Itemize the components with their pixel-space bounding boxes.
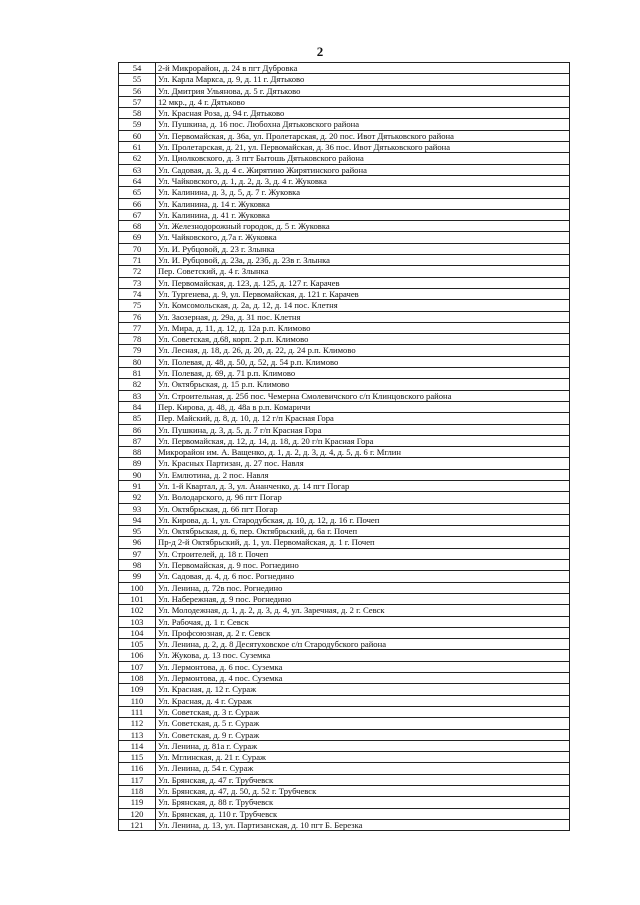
row-number: 103: [119, 616, 156, 627]
row-address: Ул. Емлютина, д. 2 пос. Навля: [156, 469, 570, 480]
row-number: 57: [119, 96, 156, 107]
row-number: 94: [119, 514, 156, 525]
row-number: 101: [119, 593, 156, 604]
page-number: 2: [316, 44, 324, 59]
row-address: Ул. Калинина, д. 14 г. Жуковка: [156, 198, 570, 209]
row-number: 95: [119, 526, 156, 537]
row-address: Ул. Ленина, д. 13, ул. Партизанская, д. 10 пгт Б. Березка: [156, 819, 570, 830]
row-address: Ул. Жукова, д. 13 пос. Суземка: [156, 650, 570, 661]
row-number: 106: [119, 650, 156, 661]
table-row: [119, 616, 570, 627]
table-row: [119, 288, 570, 299]
table-row: [119, 119, 570, 130]
row-number: 93: [119, 503, 156, 514]
table-row: [119, 277, 570, 288]
row-number: 74: [119, 288, 156, 299]
row-number: 68: [119, 221, 156, 232]
row-address: Пер. Кирова, д. 48, д. 48а в р.п. Комаричи: [156, 401, 570, 412]
row-number: 108: [119, 673, 156, 684]
table-row: [119, 175, 570, 186]
row-number: 120: [119, 808, 156, 819]
table-row: [119, 673, 570, 684]
row-address: Ул. Брянская, д. 110 г. Трубчевск: [156, 808, 570, 819]
row-number: 65: [119, 187, 156, 198]
table-row: [119, 639, 570, 650]
row-address: Ул. Первомайская, д. 123, д. 125, д. 127 г. Карачев: [156, 277, 570, 288]
row-number: 104: [119, 627, 156, 638]
row-number: 100: [119, 582, 156, 593]
row-number: 87: [119, 435, 156, 446]
row-address: Ул. Красная, д. 12 г. Сураж: [156, 684, 570, 695]
table-row: [119, 593, 570, 604]
table-row: [119, 526, 570, 537]
row-address: Ул. Лермонтова, д. 6 пос. Суземка: [156, 661, 570, 672]
row-number: 88: [119, 447, 156, 458]
row-address: Ул. Советская, д. 3 г. Сураж: [156, 706, 570, 717]
row-number: 112: [119, 718, 156, 729]
row-address: Ул. Набережная, д. 9 пос. Рогнедино: [156, 593, 570, 604]
row-address: Ул. Дмитрия Ульянова, д. 5 г. Дятьково: [156, 85, 570, 96]
table-row: [119, 492, 570, 503]
row-number: 102: [119, 605, 156, 616]
table-row: [119, 300, 570, 311]
table-row: [119, 255, 570, 266]
table-row: [119, 153, 570, 164]
table-row: [119, 311, 570, 322]
row-number: 99: [119, 571, 156, 582]
row-address: Ул. Мглинская, д. 21 г. Сураж: [156, 752, 570, 763]
row-address: Ул. Советская, д.68, корп. 2 р.п. Климово: [156, 334, 570, 345]
row-number: 62: [119, 153, 156, 164]
row-number: 56: [119, 85, 156, 96]
row-number: 86: [119, 424, 156, 435]
row-number: 92: [119, 492, 156, 503]
table-row: [119, 130, 570, 141]
table-row: [119, 752, 570, 763]
table-row: [119, 424, 570, 435]
table-row: [119, 187, 570, 198]
row-address: Ул. Садовая, д. 4, д. 6 пос. Рогнедино: [156, 571, 570, 582]
table-row: [119, 390, 570, 401]
row-number: 61: [119, 142, 156, 153]
row-number: 81: [119, 368, 156, 379]
row-address: Микрорайон им. А. Ващенко, д. 1, д. 2, д. 3, д. 4, д. 5, д. 6 г. Мглин: [156, 447, 570, 458]
row-number: 73: [119, 277, 156, 288]
row-number: 55: [119, 74, 156, 85]
row-address: Ул. Рабочая, д. 1 г. Севск: [156, 616, 570, 627]
row-number: 113: [119, 729, 156, 740]
row-address: Ул. Пушкина, д. 16 пос. Любохна Дятьковского района: [156, 119, 570, 130]
row-address: Ул. Карла Маркса, д. 9, д. 11 г. Дятьково: [156, 74, 570, 85]
table-row: [119, 661, 570, 672]
row-number: 82: [119, 379, 156, 390]
row-address: Ул. Кирова, д. 1, ул. Стародубская, д. 10, д. 12, д. 16 г. Почеп: [156, 514, 570, 525]
table-row: [119, 571, 570, 582]
row-number: 110: [119, 695, 156, 706]
row-address: Ул. Железнодорожный городок, д. 5 г. Жуковка: [156, 221, 570, 232]
table-row: [119, 96, 570, 107]
row-address: Ул. Калинина, д. 3, д. 5, д. 7 г. Жуковка: [156, 187, 570, 198]
row-address: Ул. Красных Партизан, д. 27 пос. Навля: [156, 458, 570, 469]
table-row: [119, 797, 570, 808]
row-address: Ул. Комсомольская, д. 2а, д. 12, д. 14 пос. Клетня: [156, 300, 570, 311]
table-row: [119, 198, 570, 209]
table-row: [119, 142, 570, 153]
table-row: [119, 480, 570, 491]
row-address: Ул. Лермонтова, д. 4 пос. Суземка: [156, 673, 570, 684]
row-number: 64: [119, 175, 156, 186]
table-row: [119, 458, 570, 469]
row-address: Ул. Советская, д. 9 г. Сураж: [156, 729, 570, 740]
table-row: [119, 74, 570, 85]
table-row: [119, 108, 570, 119]
table-row: [119, 548, 570, 559]
row-address: Ул. Советская, д. 5 г. Сураж: [156, 718, 570, 729]
row-address: Ул. И. Рубцовой, д. 23 г. Злынка: [156, 243, 570, 254]
row-address: Ул. Профсоюзная, д. 2 г. Севск: [156, 627, 570, 638]
row-address: Ул. Садовая, д. 3, д. 4 с. Жирятино Жирятинского района: [156, 164, 570, 175]
table-row: [119, 582, 570, 593]
row-address: Ул. Строителей, д. 18 г. Почеп: [156, 548, 570, 559]
row-number: 117: [119, 774, 156, 785]
row-address: Пер. Советский, д. 4 г. Злынка: [156, 266, 570, 277]
table-row: [119, 706, 570, 717]
table-row: [119, 650, 570, 661]
row-address: Ул. Октябрьская, д. 66 пгт Погар: [156, 503, 570, 514]
row-number: 67: [119, 209, 156, 220]
row-address: Ул. Брянская, д. 47, д. 50, д. 52 г. Трубчевск: [156, 786, 570, 797]
row-address: Ул. Полевая, д. 69, д. 71 р.п. Климово: [156, 368, 570, 379]
row-number: 96: [119, 537, 156, 548]
row-address: Ул. Лесная, д. 18, д. 26, д. 20, д. 22, д. 24 р.п. Климово: [156, 345, 570, 356]
row-number: 116: [119, 763, 156, 774]
table-row: [119, 627, 570, 638]
row-number: 90: [119, 469, 156, 480]
table-row: [119, 695, 570, 706]
row-address: 12 мкр., д. 4 г. Дятьково: [156, 96, 570, 107]
row-number: 78: [119, 334, 156, 345]
row-address: Ул. Тургенева, д. 9, ул. Первомайская, д. 121 г. Карачев: [156, 288, 570, 299]
row-address: Ул. Заозерная, д. 29а, д. 31 пос. Клетня: [156, 311, 570, 322]
table-row: [119, 266, 570, 277]
row-address: Ул. Ленина, д. 72в пос. Рогнедино: [156, 582, 570, 593]
table-row: [119, 356, 570, 367]
table-row: [119, 322, 570, 333]
row-address: Ул. Полевая, д. 48, д. 50, д. 52, д. 54 р.п. Климово: [156, 356, 570, 367]
table-row: [119, 413, 570, 424]
table-row: [119, 368, 570, 379]
row-address: Ул. Первомайская, д. 36а, ул. Пролетарская, д. 20 пос. Ивот Дятьковского района: [156, 130, 570, 141]
table-row: [119, 469, 570, 480]
row-number: 119: [119, 797, 156, 808]
table-row: [119, 379, 570, 390]
row-number: 54: [119, 63, 156, 74]
table-row: [119, 345, 570, 356]
row-address: Ул. Строительная, д. 25б пос. Чемерна Смолевичского с/п Клинцовского района: [156, 390, 570, 401]
row-number: 118: [119, 786, 156, 797]
row-address: Ул. Чайковского, д.7а г. Жуковка: [156, 232, 570, 243]
row-number: 76: [119, 311, 156, 322]
table-row: [119, 209, 570, 220]
row-number: 58: [119, 108, 156, 119]
table-row: [119, 729, 570, 740]
row-address: Ул. Брянская, д. 47 г. Трубчевск: [156, 774, 570, 785]
table-row: [119, 435, 570, 446]
row-number: 60: [119, 130, 156, 141]
row-address: Ул. Молодежная, д. 1, д. 2, д. 3, д. 4, ул. Заречная, д. 2 г. Севск: [156, 605, 570, 616]
row-address: Ул. Первомайская, д. 9 пос. Рогнедино: [156, 560, 570, 571]
table-row: [119, 221, 570, 232]
row-address: Ул. Октябрьская, д. 15 р.п. Климово: [156, 379, 570, 390]
row-address: Ул. Красная Роза, д. 94 г. Дятьково: [156, 108, 570, 119]
row-number: 107: [119, 661, 156, 672]
row-address: Ул. И. Рубцовой, д. 23а, д. 23б, д. 23в г. Злынка: [156, 255, 570, 266]
row-address: Ул. Первомайская, д. 12, д. 14, д. 18, д. 20 г/п Красная Гора: [156, 435, 570, 446]
address-table: [118, 62, 570, 831]
table-row: [119, 447, 570, 458]
row-number: 79: [119, 345, 156, 356]
table-row: [119, 63, 570, 74]
row-number: 91: [119, 480, 156, 491]
row-number: 70: [119, 243, 156, 254]
row-number: 97: [119, 548, 156, 559]
table-row: [119, 786, 570, 797]
row-number: 83: [119, 390, 156, 401]
row-address: Ул. Ленина, д. 81а г. Сураж: [156, 740, 570, 751]
table-row: [119, 560, 570, 571]
table-row: [119, 85, 570, 96]
table-row: [119, 605, 570, 616]
table-row: [119, 684, 570, 695]
row-number: 114: [119, 740, 156, 751]
table-row: [119, 164, 570, 175]
address-table-body: [119, 63, 570, 831]
row-number: 89: [119, 458, 156, 469]
row-number: 111: [119, 706, 156, 717]
row-number: 63: [119, 164, 156, 175]
row-number: 72: [119, 266, 156, 277]
table-row: [119, 503, 570, 514]
row-address: Пер. Майский, д. 8, д. 10, д. 12 г/п Красная Гора: [156, 413, 570, 424]
table-row: [119, 537, 570, 548]
row-number: 66: [119, 198, 156, 209]
table-row: [119, 763, 570, 774]
table-row: [119, 401, 570, 412]
table-row: [119, 243, 570, 254]
row-number: 105: [119, 639, 156, 650]
row-number: 75: [119, 300, 156, 311]
row-address: Ул. Брянская, д. 88 г. Трубчевск: [156, 797, 570, 808]
row-address: 2-й Микрорайон, д. 24 в пгт Дубровка: [156, 63, 570, 74]
row-number: 84: [119, 401, 156, 412]
row-number: 85: [119, 413, 156, 424]
table-row: [119, 808, 570, 819]
row-address: Ул. Красная, д. 4 г. Сураж: [156, 695, 570, 706]
row-number: 71: [119, 255, 156, 266]
row-number: 69: [119, 232, 156, 243]
row-address: Ул. Ленина, д. 54 г. Сураж: [156, 763, 570, 774]
row-number: 80: [119, 356, 156, 367]
row-address: Ул. Пушкина, д. 3, д. 5, д. 7 г/п Красная Гора: [156, 424, 570, 435]
row-address: Ул. Чайковского, д. 1, д. 2, д. 3, д. 4 г. Жуковка: [156, 175, 570, 186]
table-row: [119, 774, 570, 785]
row-address: Ул. 1-й Квартал, д. 3, ул. Ананченко, д. 14 пгт Погар: [156, 480, 570, 491]
row-number: 109: [119, 684, 156, 695]
row-address: Пр-д 2-й Октябрьский, д. 1, ул. Первомайская, д. 1 г. Почеп: [156, 537, 570, 548]
row-number: 121: [119, 819, 156, 830]
row-address: Ул. Володарского, д. 96 пгт Погар: [156, 492, 570, 503]
row-number: 59: [119, 119, 156, 130]
row-address: Ул. Циолковского, д. 3 пгт Бытошь Дятьковского района: [156, 153, 570, 164]
table-row: [119, 718, 570, 729]
table-row: [119, 514, 570, 525]
row-number: 98: [119, 560, 156, 571]
table-row: [119, 334, 570, 345]
row-address: Ул. Калинина, д. 41 г. Жуковка: [156, 209, 570, 220]
table-row: [119, 740, 570, 751]
row-number: 115: [119, 752, 156, 763]
table-row: [119, 232, 570, 243]
row-number: 77: [119, 322, 156, 333]
row-address: Ул. Ленина, д. 2, д. 8 Десятуховское с/п Стародубского района: [156, 639, 570, 650]
row-address: Ул. Октябрьская, д. 6, пер. Октябрьский, д. 6а г. Почеп: [156, 526, 570, 537]
row-address: Ул. Мира, д. 11, д. 12, д. 12а р.п. Климово: [156, 322, 570, 333]
table-row: [119, 819, 570, 830]
row-address: Ул. Пролетарская, д. 21, ул. Первомайская, д. 36 пос. Ивот Дятьковского района: [156, 142, 570, 153]
